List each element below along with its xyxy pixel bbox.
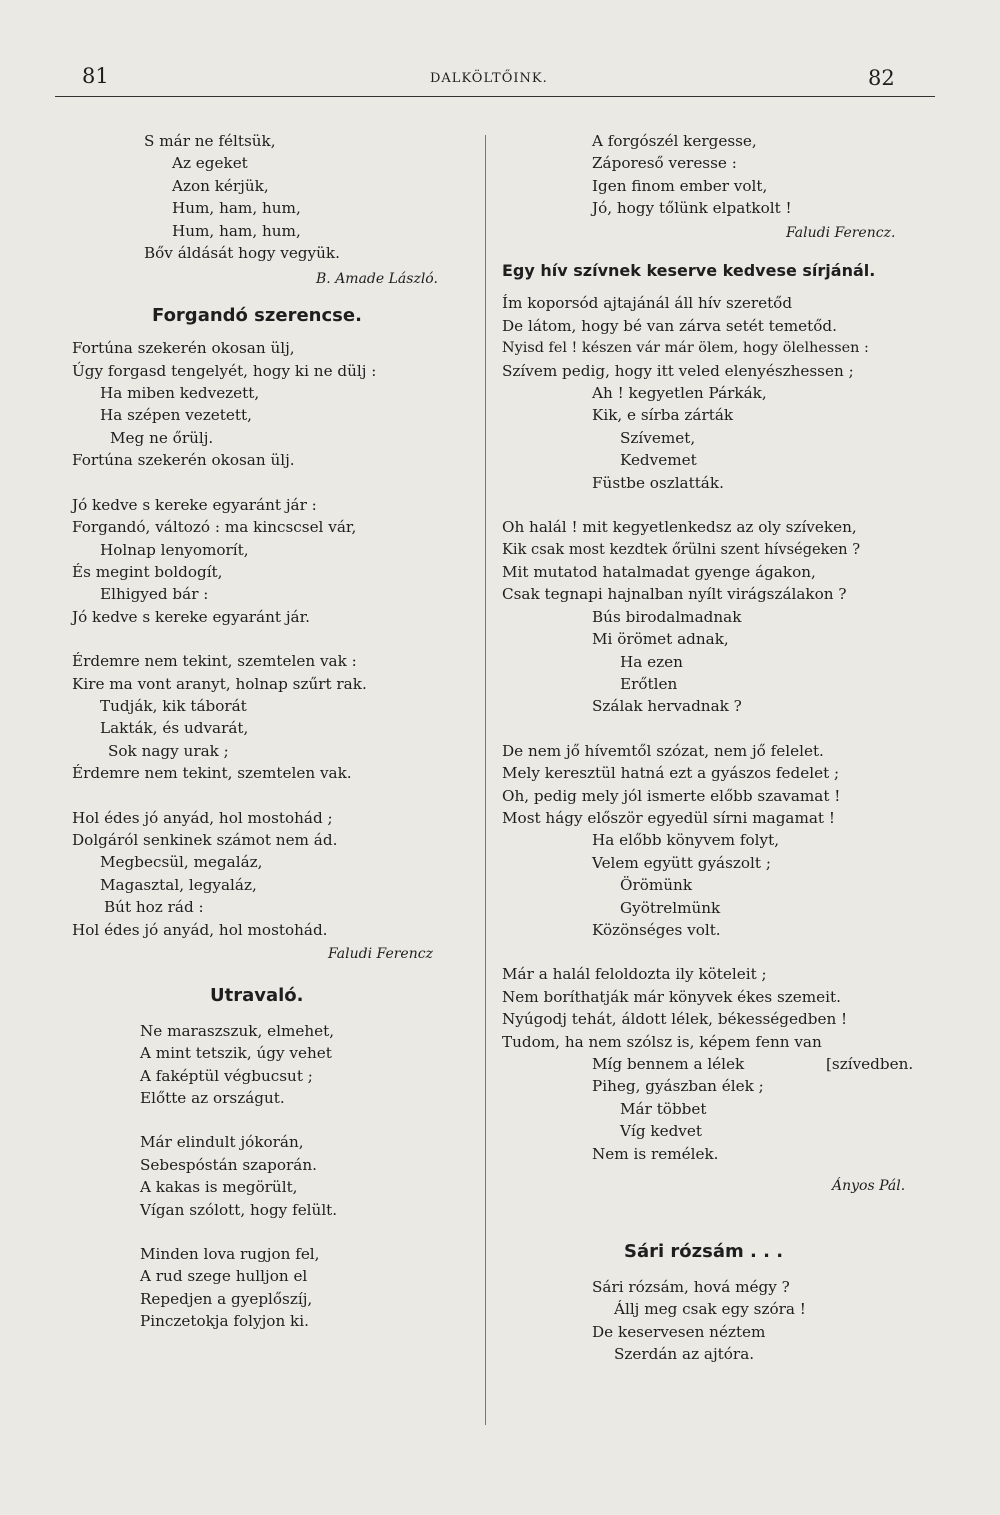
verse-carry-over: [szívedben. [826, 1055, 914, 1074]
poem-title-egy-hiv: Egy hív szívnek keserve kedvese sírjánál. [502, 261, 876, 281]
verse-line: De nem jő hívemtől szózat, nem jő felelet. [502, 741, 824, 760]
verse-line: Füstbe oszlatták. [592, 473, 724, 492]
verse-line: Most hágy először egyedül sírni magamat ! [502, 808, 835, 827]
verse-line: Ha szépen vezetett, [100, 406, 252, 425]
verse-line: Dolgáról senkinek számot nem ád. [72, 830, 338, 849]
verse-line: Erőtlen [620, 674, 678, 693]
verse-line: Nyisd fel ! készen vár már ölem, hogy ölelhessen : [502, 340, 869, 357]
verse-line: Szívemet, [620, 428, 696, 447]
verse-line: Szerdán az ajtóra. [614, 1345, 755, 1364]
verse-line: Azon kérjük, [172, 176, 269, 195]
verse-line: Úgy forgasd tengelyét, hogy ki ne dülj : [72, 361, 377, 380]
stanza [72, 1020, 487, 1110]
verse-line: Az egeket [172, 154, 248, 173]
verse-line: Hol édes jó anyád, hol mostohád ; [72, 808, 333, 827]
verse-line: S már ne féltsük, [144, 132, 276, 150]
verse-line: Tudják, kik táborát [100, 696, 247, 715]
verse-line [502, 1053, 932, 1075]
verse-line: A forgószél kergesse, [592, 132, 757, 150]
verse-line: Megbecsül, megaláz, [100, 853, 263, 872]
verse-line: Ah ! kegyetlen Párkák, [592, 384, 767, 403]
verse-line: Oh halál ! mit kegyetlenkedsz az oly szíveken, [502, 518, 857, 537]
verse-line: Bút hoz rád : [104, 898, 204, 917]
stanza [72, 1243, 487, 1333]
poem-title-utravalo: Utravaló. [210, 985, 304, 1007]
verse-line: Tudom, ha nem szólsz is, képem fenn van [502, 1032, 822, 1051]
page-header [0, 62, 1000, 96]
verse-line: De látom, hogy bé van zárva setét temetőd. [502, 316, 837, 335]
verse-line: Magasztal, legyaláz, [100, 875, 257, 894]
verse-line: Bőv áldását hogy vegyük. [144, 244, 340, 263]
verse-line: A mint tetszik, úgy vehet [140, 1044, 332, 1063]
verse-line: Kedvemet [620, 451, 697, 470]
verse-line: Mit mutatod hatalmadat gyenge ágakon, [502, 562, 816, 581]
verse-line: Közönséges volt. [592, 921, 721, 939]
header-rule [55, 96, 935, 97]
verse-line: Kik, e sírba zárták [592, 406, 734, 425]
verse-line: Lakták, és udvarát, [100, 719, 249, 738]
verse-line: Nyúgodj tehát, áldott lélek, békességedben ! [502, 1010, 848, 1029]
verse-line: Hol édes jó anyád, hol mostohád. [72, 920, 328, 939]
verse-line: Hum, ham, hum, [172, 221, 301, 240]
verse-line: Előtte az országut. [140, 1089, 285, 1108]
left-column [72, 130, 487, 1333]
verse-line: Érdemre nem tekint, szemtelen vak : [72, 652, 357, 671]
verse-line: Jó kedve s kereke egyaránt jár. [72, 607, 311, 626]
verse-line: A kakas is megörült, [140, 1178, 298, 1197]
verse-line: Állj meg csak egy szóra ! [614, 1300, 806, 1319]
verse-line: Nem is remélek. [592, 1144, 719, 1163]
verse-line: Már többet [620, 1099, 707, 1118]
verse-line: A faképtül végbucsut ; [140, 1066, 313, 1085]
verse-line: Velem együtt gyászolt ; [592, 853, 771, 872]
verse-line: Fortúna szekerén okosan ülj, [72, 339, 295, 358]
poem-ending-amade [72, 130, 487, 264]
verse-line: Elhigyed bár : [100, 585, 209, 604]
right-column [502, 130, 932, 1366]
stanza [72, 650, 487, 784]
verse-line: Kik csak most kezdtek őrülni szent hívségeken ? [502, 540, 861, 558]
stanza [502, 963, 932, 1165]
poem-title-forgando: Forgandó szerencse. [152, 304, 362, 326]
verse-line: Örömünk [620, 876, 693, 895]
verse-line: Sebespóstán szaporán. [140, 1155, 317, 1174]
verse-line: Víg kedvet [620, 1122, 702, 1141]
verse-line: Forgandó, változó : ma kincscsel vár, [72, 518, 357, 537]
signature-faludi-2: Faludi Ferencz. [786, 224, 896, 241]
verse-line: Ím koporsód ajtajánál áll hív szeretőd [502, 294, 793, 313]
verse-line: Piheg, gyászban élek ; [592, 1077, 764, 1096]
page-number-left: 81 [82, 64, 109, 88]
verse-line: Mi örömet adnak, [592, 630, 729, 649]
verse-line: Pinczetokja folyjon ki. [140, 1312, 309, 1331]
page-number-right: 82 [868, 66, 895, 90]
verse-line: Szálak hervadnak ? [592, 697, 742, 716]
verse-line: Kire ma vont aranyt, holnap szűrt rak. [72, 674, 367, 693]
verse-line: Sok nagy urak ; [108, 741, 229, 760]
verse-line: Mely keresztül hatná ezt a gyászos fedelet ; [502, 764, 840, 783]
verse-line: Jó, hogy tőlünk elpatkolt ! [592, 199, 792, 218]
verse-line: Csak tegnapi hajnalban nyílt virágszálakon ? [502, 585, 847, 604]
verse-line: Sári rózsám, hová mégy ? [592, 1277, 790, 1296]
verse-line: Fortúna szekerén okosan ülj. [72, 451, 295, 470]
verse-line: Vígan szólott, hogy felült. [140, 1200, 338, 1219]
signature-amade: B. Amade László. [316, 271, 438, 288]
verse-fragment: Míg bennem a lélek [592, 1055, 745, 1074]
verse-line: Repedjen a gyeplőszíj, [140, 1289, 313, 1308]
verse-line: Gyötrelmünk [620, 898, 721, 917]
verse-line: A rud szege hulljon el [140, 1267, 308, 1286]
verse-line: Ha előbb könyvem folyt, [592, 831, 780, 850]
stanza [502, 1276, 932, 1366]
verse-line: Oh, pedig mely jól ismerte előbb szavamat ! [502, 786, 841, 805]
stanza [502, 516, 932, 718]
stanza [72, 494, 487, 628]
signature-anyos: Ányos Pál. [832, 1178, 906, 1195]
verse-line: Jó kedve s kereke egyaránt jár : [72, 495, 317, 514]
verse-line: De keservesen néztem [592, 1322, 766, 1341]
poem-ending-faludi [502, 130, 932, 220]
verse-line: Szívem pedig, hogy itt veled elenyészhessen ; [502, 361, 854, 380]
signature-faludi: Faludi Ferencz [328, 946, 433, 962]
verse-line: Holnap lenyomorít, [100, 540, 249, 559]
verse-line: Érdemre nem tekint, szemtelen vak. [72, 764, 352, 783]
verse-line: Ha ezen [620, 652, 683, 671]
verse-line: Igen finom ember volt, [592, 176, 768, 195]
verse-line: Bús birodalmadnak [592, 607, 742, 626]
verse-line: Ha miben kedvezett, [100, 384, 260, 403]
verse-line: Már a halál feloldozta ily köteleit ; [502, 965, 767, 984]
stanza [502, 740, 932, 942]
stanza [72, 807, 487, 941]
stanza [72, 1131, 487, 1221]
verse-line: Ne maraszszuk, elmehet, [140, 1021, 335, 1040]
stanza [502, 292, 932, 494]
verse-line: És megint boldogít, [72, 562, 223, 581]
running-head: DALKÖLTŐINK. [430, 71, 548, 86]
verse-line: Már elindult jókorán, [140, 1133, 304, 1152]
verse-line: Záporeső veresse : [592, 154, 737, 173]
stanza [72, 337, 487, 471]
verse-line: Meg ne őrülj. [110, 428, 214, 447]
verse-line: Nem boríthatják már könyvek ékes szemeit. [502, 987, 841, 1006]
verse-line: Minden lova rugjon fel, [140, 1245, 320, 1264]
poem-title-sari: Sári rózsám . . . [624, 1241, 784, 1263]
verse-line: Hum, ham, hum, [172, 199, 301, 218]
